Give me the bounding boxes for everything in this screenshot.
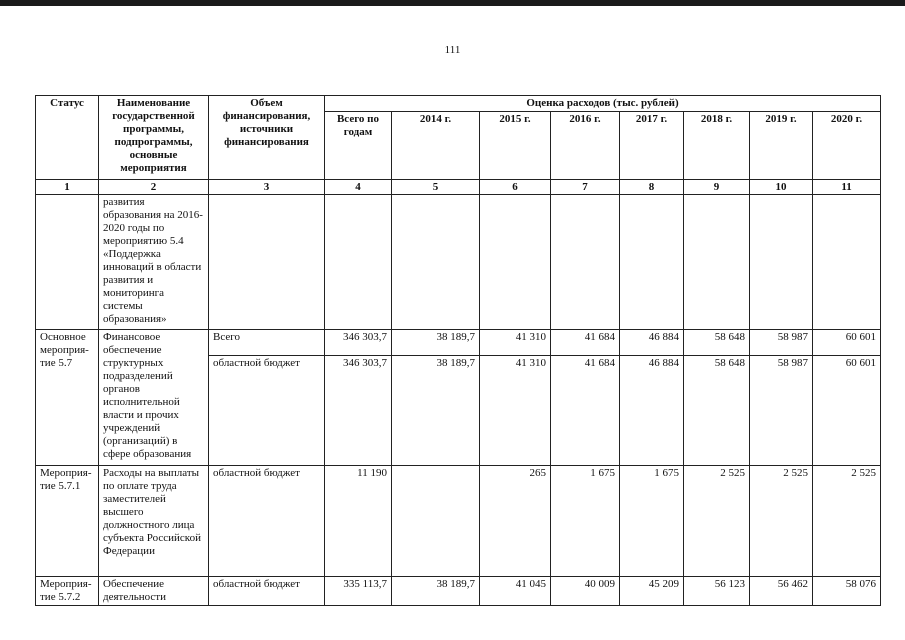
column-number: 8 bbox=[620, 180, 684, 195]
table-row-5-7-total bbox=[36, 330, 881, 356]
header-year-2016: 2016 г. bbox=[551, 112, 620, 180]
cell-value-2018: 58 648 bbox=[684, 356, 750, 466]
cell-source: областной бюджет bbox=[209, 356, 325, 466]
cell-value-total: 346 303,7 bbox=[325, 330, 392, 356]
cell-value-2016: 1 675 bbox=[551, 466, 620, 577]
cell-value-2016: 41 684 bbox=[551, 356, 620, 466]
cell-name: Расходы на выплаты по оплате труда заместителей высшего должностного лица субъекта Российской Федерации bbox=[99, 466, 209, 577]
cell-source: областной бюджет bbox=[209, 466, 325, 577]
table-row-5-7-2 bbox=[36, 577, 881, 606]
column-number: 5 bbox=[392, 180, 480, 195]
cell-value-2019: 56 462 bbox=[750, 577, 813, 606]
cell-value bbox=[620, 195, 684, 330]
cell-value-2020: 60 601 bbox=[813, 330, 881, 356]
cell-value-2014 bbox=[392, 466, 480, 577]
cell-value-2014: 38 189,7 bbox=[392, 577, 480, 606]
cell-value-total: 335 113,7 bbox=[325, 577, 392, 606]
cell-value-2018: 2 525 bbox=[684, 466, 750, 577]
cell-value-2017: 45 209 bbox=[620, 577, 684, 606]
column-number: 11 bbox=[813, 180, 881, 195]
column-number: 4 bbox=[325, 180, 392, 195]
cell-value-2017: 46 884 bbox=[620, 330, 684, 356]
cell-value bbox=[480, 195, 551, 330]
cell-name: Финансовое обеспечение структурных подразделений органов исполнительной власти и прочих учреждений (организаций) в сфере образования bbox=[99, 330, 209, 466]
scan-top-border bbox=[0, 0, 905, 6]
header-status: Статус bbox=[36, 96, 99, 180]
cell-value-2020: 60 601 bbox=[813, 356, 881, 466]
header-year-2014: 2014 г. bbox=[392, 112, 480, 180]
column-number: 6 bbox=[480, 180, 551, 195]
cell-value bbox=[551, 195, 620, 330]
column-number: 2 bbox=[99, 180, 209, 195]
page-number: 111 bbox=[444, 44, 461, 56]
header-total: Всего по годам bbox=[325, 112, 392, 180]
cell-value-2015: 265 bbox=[480, 466, 551, 577]
cell-value-2014: 38 189,7 bbox=[392, 330, 480, 356]
header-name: Наименование государственной программы, подпрограммы, основные мероприятия bbox=[99, 96, 209, 180]
column-number: 3 bbox=[209, 180, 325, 195]
cell-value-2019: 58 987 bbox=[750, 330, 813, 356]
cell-source bbox=[209, 195, 325, 330]
header-year-2019: 2019 г. bbox=[750, 112, 813, 180]
cell-status: Мероприя-тие 5.7.2 bbox=[36, 577, 99, 606]
cell-value-2016: 40 009 bbox=[551, 577, 620, 606]
cell-value-2019: 58 987 bbox=[750, 356, 813, 466]
table-row-continuation bbox=[36, 195, 881, 330]
header-year-2020: 2020 г. bbox=[813, 112, 881, 180]
header-year-2018: 2018 г. bbox=[684, 112, 750, 180]
cell-value-2015: 41 045 bbox=[480, 577, 551, 606]
cell-value bbox=[684, 195, 750, 330]
cell-status: Мероприя-тие 5.7.1 bbox=[36, 466, 99, 577]
cell-value-2016: 41 684 bbox=[551, 330, 620, 356]
budget-table bbox=[35, 95, 881, 606]
cell-value-2017: 46 884 bbox=[620, 356, 684, 466]
cell-value-2020: 2 525 bbox=[813, 466, 881, 577]
header-year-2015: 2015 г. bbox=[480, 112, 551, 180]
column-number: 1 bbox=[36, 180, 99, 195]
table-row-5-7-1 bbox=[36, 466, 881, 577]
cell-value-total: 346 303,7 bbox=[325, 356, 392, 466]
column-number: 7 bbox=[551, 180, 620, 195]
cell-value-2015: 41 310 bbox=[480, 356, 551, 466]
cell-value-2017: 1 675 bbox=[620, 466, 684, 577]
cell-value-2015: 41 310 bbox=[480, 330, 551, 356]
cell-value bbox=[392, 195, 480, 330]
header-row-1 bbox=[36, 96, 881, 112]
cell-value-total: 11 190 bbox=[325, 466, 392, 577]
cell-source: областной бюджет bbox=[209, 577, 325, 606]
cell-source: Всего bbox=[209, 330, 325, 356]
cell-value-2018: 58 648 bbox=[684, 330, 750, 356]
column-number: 10 bbox=[750, 180, 813, 195]
cell-value-2018: 56 123 bbox=[684, 577, 750, 606]
cell-value-2019: 2 525 bbox=[750, 466, 813, 577]
header-volume: Объем финансирования, источники финансирования bbox=[209, 96, 325, 180]
column-number: 9 bbox=[684, 180, 750, 195]
cell-value bbox=[325, 195, 392, 330]
cell-value bbox=[813, 195, 881, 330]
cell-status: Основное мероприя-тие 5.7 bbox=[36, 330, 99, 466]
header-estimate: Оценка расходов (тыс. рублей) bbox=[325, 96, 881, 112]
cell-name: развития образования на 2016-2020 годы по мероприятию 5.4 «Поддержка инноваций в области развития и мониторинга системы образования» bbox=[99, 195, 209, 330]
column-number-row bbox=[36, 180, 881, 195]
cell-value bbox=[750, 195, 813, 330]
cell-name: Обеспечение деятельности bbox=[99, 577, 209, 606]
cell-status bbox=[36, 195, 99, 330]
header-year-2017: 2017 г. bbox=[620, 112, 684, 180]
cell-value-2014: 38 189,7 bbox=[392, 356, 480, 466]
cell-value-2020: 58 076 bbox=[813, 577, 881, 606]
